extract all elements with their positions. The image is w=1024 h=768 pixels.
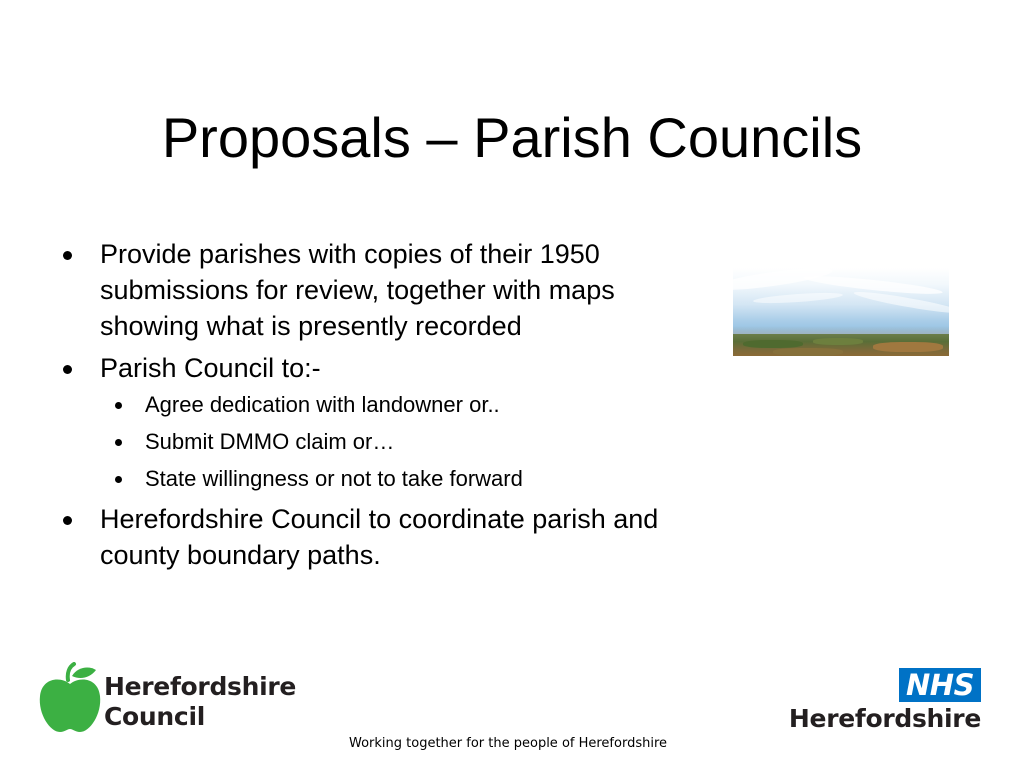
bullet-item — [58, 501, 668, 573]
bullet-dot-icon — [63, 365, 72, 374]
bullet-dot-icon — [115, 476, 122, 483]
landscape-photo — [733, 268, 949, 356]
nhs-herefordshire-logo — [788, 668, 985, 738]
bullet-dot-icon — [115, 402, 122, 409]
sub-bullet-text: Submit DMMO claim or… — [145, 429, 395, 454]
bullet-item — [58, 350, 668, 494]
bullet-dot-icon — [63, 516, 72, 525]
bullet-list — [58, 236, 668, 579]
bullet-dot-icon — [63, 251, 72, 260]
sub-bullet-item — [58, 390, 626, 420]
sub-bullet-text: Agree dedication with landowner or.. — [145, 392, 500, 417]
council-name-line1: Herefordshire — [104, 672, 297, 701]
bullet-text: Provide parishes with copies of their 1950 submissions for review, together with maps showing what is presently recorded — [100, 239, 615, 341]
bullet-dot-icon — [115, 439, 122, 446]
nhs-region-name: Herefordshire — [788, 704, 981, 733]
sub-bullet-item — [58, 464, 626, 494]
council-name-line2: Council — [104, 702, 205, 731]
slide-title: Proposals – Parish Councils — [161, 106, 863, 169]
bullet-text: Herefordshire Council to coordinate parish and county boundary paths. — [100, 504, 659, 570]
bullet-item — [58, 236, 668, 344]
sub-bullet-list — [58, 390, 626, 494]
nhs-badge: NHS — [899, 668, 981, 702]
herefordshire-council-logo — [38, 662, 298, 738]
council-name — [104, 672, 296, 732]
sub-bullet-text: State willingness or not to take forward — [145, 466, 523, 491]
footer-tagline: Working together for the people of Herefordshire — [349, 736, 668, 751]
sub-bullet-item — [58, 427, 626, 457]
apple-icon — [38, 662, 102, 734]
bullet-text: Parish Council to:- — [100, 353, 321, 383]
